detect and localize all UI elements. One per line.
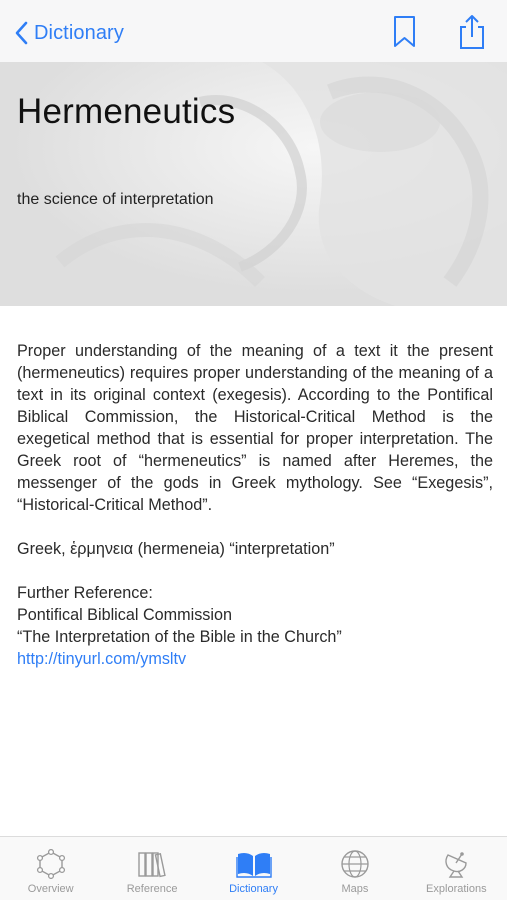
tab-label: Dictionary xyxy=(229,883,278,895)
open-book-icon xyxy=(235,849,273,879)
tab-bar xyxy=(0,836,507,900)
reference-source: Pontifical Biblical Commission xyxy=(17,606,233,624)
entry-short-definition: the science of interpretation xyxy=(17,191,214,208)
reference-title: “The Interpretation of the Bible in the Church” xyxy=(17,628,342,646)
tab-dictionary[interactable] xyxy=(203,837,304,900)
definition-paragraph: Proper understanding of the meaning of a text it the present (hermeneutics) requires proper understanding of the meaning of a text in its original context (exegesis). According to the Pontifical Biblical Commission, the Historical-Critical Method is the exegetical method that is essential for proper interpretation. The Greek root of “hermeneutics” is named after Heremes, the messenger of the gods in Greek mythology. See “Exegesis”, “Historical-Critical Method”. xyxy=(17,342,493,514)
entry-term: Hermeneutics xyxy=(17,92,236,131)
chevron-left-icon xyxy=(14,21,28,45)
back-button[interactable] xyxy=(14,18,124,48)
navigation-bar xyxy=(0,0,507,62)
tab-label: Reference xyxy=(126,883,178,895)
further-reference xyxy=(17,582,493,670)
tab-explorations[interactable] xyxy=(406,837,507,900)
tab-label: Overview xyxy=(27,883,74,895)
books-icon xyxy=(135,849,169,879)
entry-header xyxy=(0,62,507,306)
tab-maps[interactable] xyxy=(304,837,405,900)
tab-reference[interactable] xyxy=(101,837,202,900)
tab-overview[interactable] xyxy=(0,837,101,900)
back-button-label: Dictionary xyxy=(34,21,124,44)
tab-label: Maps xyxy=(341,883,369,895)
tab-label: Explorations xyxy=(426,883,487,895)
reference-link[interactable]: http://tinyurl.com/ymsltv xyxy=(17,650,187,668)
globe-icon xyxy=(339,849,371,879)
entry-body xyxy=(17,340,493,670)
share-icon[interactable] xyxy=(456,14,488,50)
further-reference-label: Further Reference: xyxy=(17,584,153,602)
network-icon xyxy=(35,849,67,879)
etymology: Greek, ἑρμηνεια (hermeneia) “interpretation” xyxy=(17,540,335,558)
satellite-dish-icon xyxy=(440,849,472,879)
bookmark-icon[interactable] xyxy=(392,14,424,50)
